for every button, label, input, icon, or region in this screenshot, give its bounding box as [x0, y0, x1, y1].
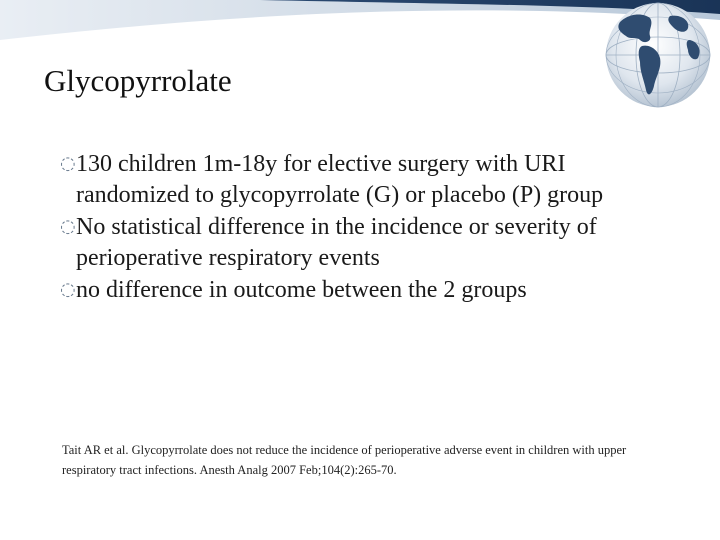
- bullet-text: 130 children 1m-18y for elective surgery with URI randomized to glycopyrrolate (G) or placebo (P) group: [76, 151, 604, 208]
- bullet-icon: ◌: [60, 279, 76, 300]
- list-item: [60, 148, 680, 211]
- globe-icon: [590, 0, 720, 125]
- list-item: [60, 211, 680, 274]
- list-item: [60, 274, 680, 306]
- slide-title: Glycopyrrolate: [44, 63, 232, 98]
- bullet-text: No statistical difference in the incidence or severity of perioperative respiratory events: [76, 214, 597, 271]
- bullet-icon: ◌: [60, 216, 76, 237]
- citation: Tait AR et al. Glycopyrrolate does not reduce the incidence of perioperative adverse event in children with upper respiratory tract infections. Anesth Analg 2007 Feb;104(2):265-70.: [62, 443, 627, 477]
- bullet-icon: ◌: [60, 153, 76, 174]
- bullet-list: [60, 148, 680, 306]
- bullet-text: no difference in outcome between the 2 groups: [76, 277, 527, 303]
